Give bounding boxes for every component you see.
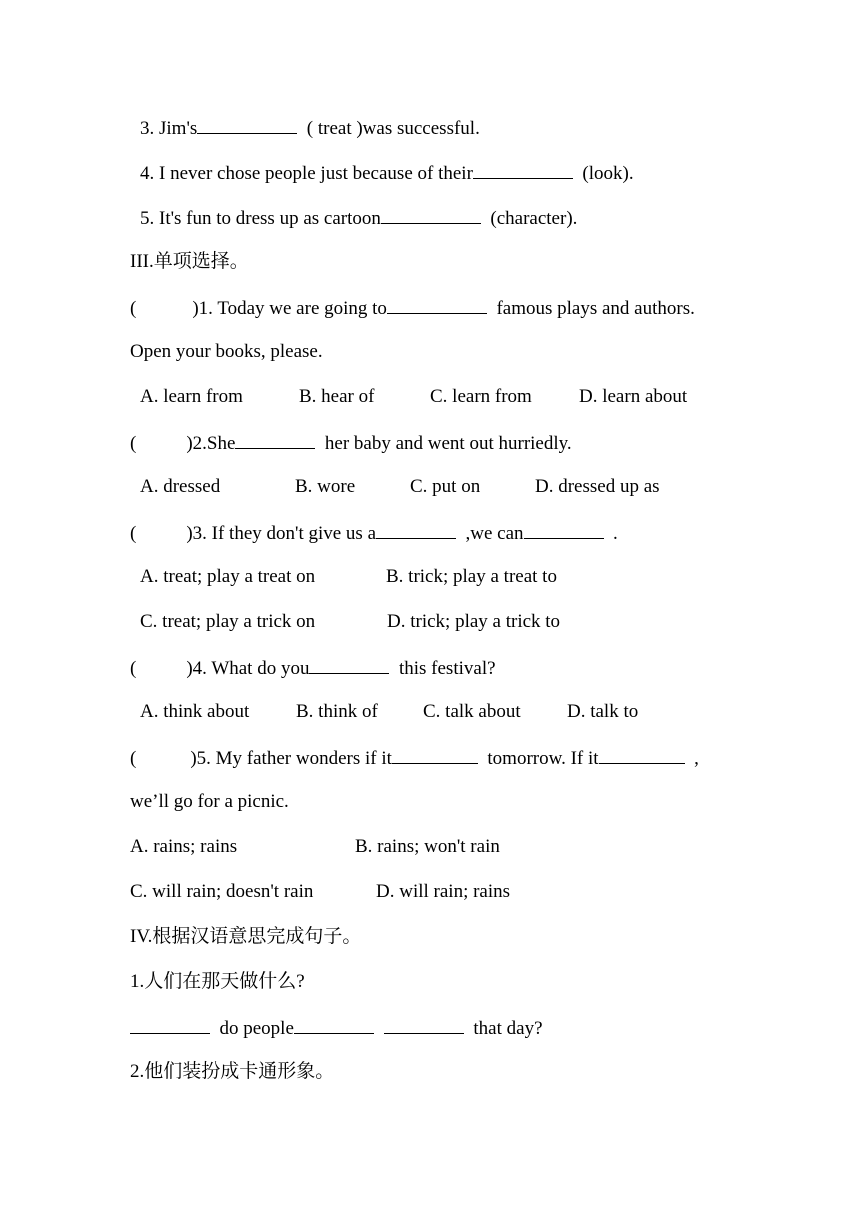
option-b: B. hear of — [299, 386, 375, 407]
option-b: B. trick; play a treat to — [386, 566, 557, 587]
answer-text: that day? — [463, 1018, 543, 1039]
option-a: A. treat; play a treat on — [140, 566, 316, 587]
option-c: C. put on — [410, 476, 481, 497]
option-c: C. will rain; doesn't rain — [130, 881, 314, 902]
item-text: 5. It's fun to dress up as cartoon — [140, 208, 381, 229]
answer-paren-close: ) — [192, 298, 199, 319]
answer-paren-open: ( — [130, 523, 137, 544]
translation-prompt-1: 1.人们在那天做什么? — [130, 971, 305, 992]
mc-question-5 — [130, 746, 699, 770]
answer-blank[interactable] — [197, 116, 297, 134]
answer-blank — [376, 521, 456, 539]
fill-item-5 — [140, 206, 577, 230]
item-text: 3. Jim's — [140, 118, 198, 139]
option-c: C. learn from — [430, 386, 532, 407]
answer-blank — [309, 656, 389, 674]
fill-item-3 — [140, 116, 480, 140]
option-a: A. dressed — [140, 476, 221, 497]
answer-blank — [599, 746, 685, 764]
mc-question-4 — [130, 656, 496, 680]
question-text: 1. Today we are going to — [198, 298, 387, 319]
answer-blank — [235, 431, 315, 449]
fill-item-4 — [140, 161, 634, 185]
question-text: 4. What do you — [192, 658, 310, 679]
translation-answer-1 — [130, 1016, 543, 1040]
question-text: . — [603, 523, 618, 544]
question-text: famous plays and authors. — [486, 298, 695, 319]
option-d: D. dressed up as — [535, 476, 660, 497]
option-a: A. rains; rains — [130, 836, 238, 857]
option-b: B. think of — [296, 701, 378, 722]
answer-paren-close: ) — [186, 658, 193, 679]
answer-paren-open: ( — [130, 658, 137, 679]
option-d: D. talk to — [567, 701, 639, 722]
answer-paren-open: ( — [130, 433, 137, 454]
answer-blank[interactable] — [473, 161, 573, 179]
answer-paren-open: ( — [130, 748, 137, 769]
mc-question-3 — [130, 521, 618, 545]
answer-blank — [387, 296, 487, 314]
option-a: A. learn from — [140, 386, 243, 407]
section-heading-iii: III.单项选择。 — [130, 251, 249, 272]
section-heading-iv: IV.根据汉语意思完成句子。 — [130, 926, 362, 947]
mc-question-2 — [130, 431, 572, 455]
option-d: D. trick; play a trick to — [387, 611, 561, 632]
answer-blank — [524, 521, 604, 539]
item-text: ( treat )was successful. — [297, 118, 480, 139]
question-continuation: we’ll go for a picnic. — [130, 791, 289, 812]
question-text: tomorrow. If it — [477, 748, 599, 769]
option-c: C. treat; play a trick on — [140, 611, 316, 632]
option-d: D. will rain; rains — [376, 881, 511, 902]
translation-prompt-2: 2.他们装扮成卡通形象。 — [130, 1061, 335, 1082]
option-b: B. rains; won't rain — [355, 836, 500, 857]
option-b: B. wore — [295, 476, 356, 497]
answer-paren-close: ) — [186, 433, 193, 454]
answer-blank[interactable] — [130, 1016, 210, 1034]
question-continuation: Open your books, please. — [130, 341, 323, 362]
question-text: 2.She — [192, 433, 236, 454]
question-text: this festival? — [389, 658, 496, 679]
item-text: (look). — [572, 163, 634, 184]
answer-paren-close: ) — [190, 748, 197, 769]
question-text: her baby and went out hurriedly. — [315, 433, 572, 454]
answer-paren-open: ( — [130, 298, 137, 319]
mc-question-1 — [130, 296, 695, 320]
answer-paren-close: ) — [186, 523, 193, 544]
question-text: 3. If they don't give us a — [192, 523, 377, 544]
item-text: (character). — [480, 208, 578, 229]
option-a: A. think about — [140, 701, 250, 722]
question-text: ,we can — [456, 523, 524, 544]
answer-blank[interactable] — [384, 1016, 464, 1034]
answer-blank — [392, 746, 478, 764]
item-text: 4. I never chose people just because of their — [140, 163, 473, 184]
answer-text: do people — [210, 1018, 294, 1039]
answer-blank[interactable] — [381, 206, 481, 224]
question-text: , — [684, 748, 699, 769]
answer-blank[interactable] — [294, 1016, 374, 1034]
option-c: C. talk about — [423, 701, 521, 722]
question-text: 5. My father wonders if it — [196, 748, 392, 769]
option-d: D. learn about — [579, 386, 688, 407]
